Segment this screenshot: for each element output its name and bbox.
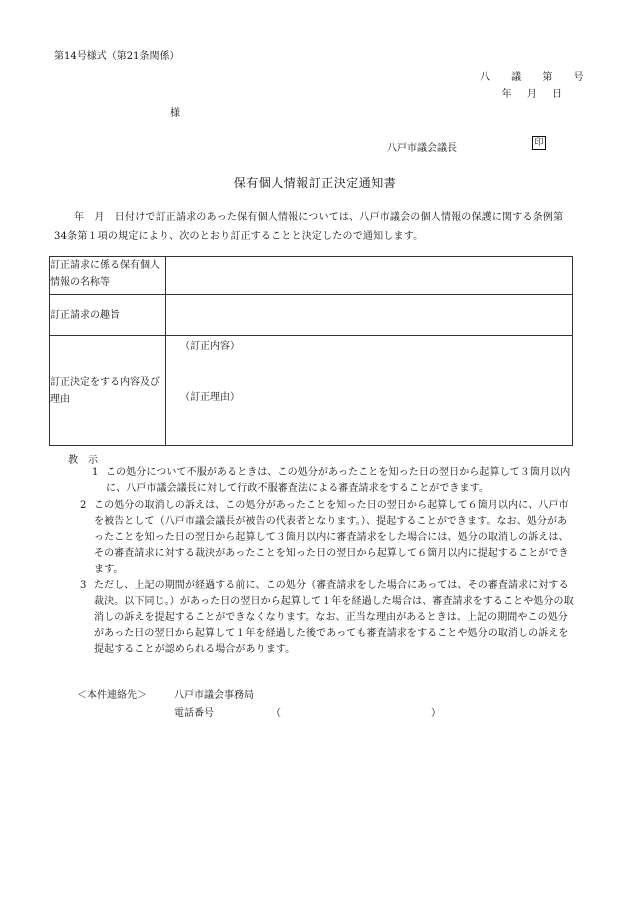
notice-heading: 教示 (68, 455, 108, 466)
sender-name: 八戸市議会議長 (387, 143, 457, 154)
recipient-honorific: 様 (170, 108, 180, 119)
contact-phone-label: 電話番号 (174, 708, 214, 719)
notice-item-text: ただし、上記の期間が経過する前に、この処分（審査請求をした場合にあっては、その審査請求に対する裁決。以下同じ。）があった日の翌日から起算して１年を経過した場合は、審査請求をすることや処分の取消しの訴えを提起することができなくなります。なお、正当な理由があるときは、上記の期間やこの処分があった日の翌日から起算して１年を経過した後であっても審査請求をすることや処分の取消しの訴えを提起することが認められる場合があります。 (94, 580, 574, 655)
contact-phone-value: （ ） (271, 708, 471, 719)
decision-value[interactable] (166, 336, 573, 446)
contact-office: 八戸市議会事務局 (174, 690, 254, 701)
seal-stamp: 印 (532, 136, 546, 150)
form-number: 第14号様式（第21条関係） (54, 51, 180, 62)
notice-item-text: この処分について不服があるときは、この処分があったことを知った日の翌日から起算して３箇月以内に、八戸市議会議長に対して行政不服審査法による審査請求をすることができます。 (106, 467, 571, 494)
notice-item (92, 465, 575, 497)
table-row (50, 257, 573, 295)
page-title: 保有個人情報訂正決定通知書 (233, 176, 397, 190)
notice-item (80, 498, 575, 578)
info-name-value[interactable] (166, 257, 573, 295)
info-name-label: 訂正請求に係る保有個人情報の名称等 (50, 257, 166, 295)
request-purpose-value[interactable] (166, 295, 573, 336)
table-row (50, 336, 573, 446)
notice-item-number: 3 (80, 580, 87, 591)
notice-item-text: この処分の取消しの訴えは、この処分があったことを知った日の翌日から起算して６箇月以内に、八戸市を被告として（八戸市議会議長が被告の代表者となります。）、提起することができます。なお、処分があったことを知った日の翌日から起算して３箇月以内に審査請求をした場合には、処分の取消しの訴えは、その審査請求に対する裁決があったことを知った日の翌日から起算して６箇月以内に提起することができます。 (94, 500, 569, 575)
request-purpose-label: 訂正請求の趣旨 (50, 295, 166, 336)
table-row (50, 295, 573, 336)
document-number: 八 議 第 号 (480, 72, 593, 83)
intro-paragraph: 年 月 日付けで訂正請求のあった保有個人情報については、八戸市議会の個人情報の保護に関する条例第34条第１項の規定により、次のとおり訂正することと決定したので通知します。 (54, 212, 564, 242)
contact-label: ＜本件連絡先＞ (77, 690, 147, 701)
notice-item-number: 1 (92, 467, 99, 478)
correction-reason-label: （訂正理由） (180, 392, 240, 403)
issue-date: 年 月 日 (501, 89, 568, 100)
correction-content-label: （訂正内容） (180, 341, 240, 352)
decision-table (49, 256, 573, 446)
notice-item-number: 2 (80, 500, 87, 511)
decision-label: 訂正決定をする内容及び理由 (50, 336, 166, 446)
notice-item (80, 578, 575, 658)
